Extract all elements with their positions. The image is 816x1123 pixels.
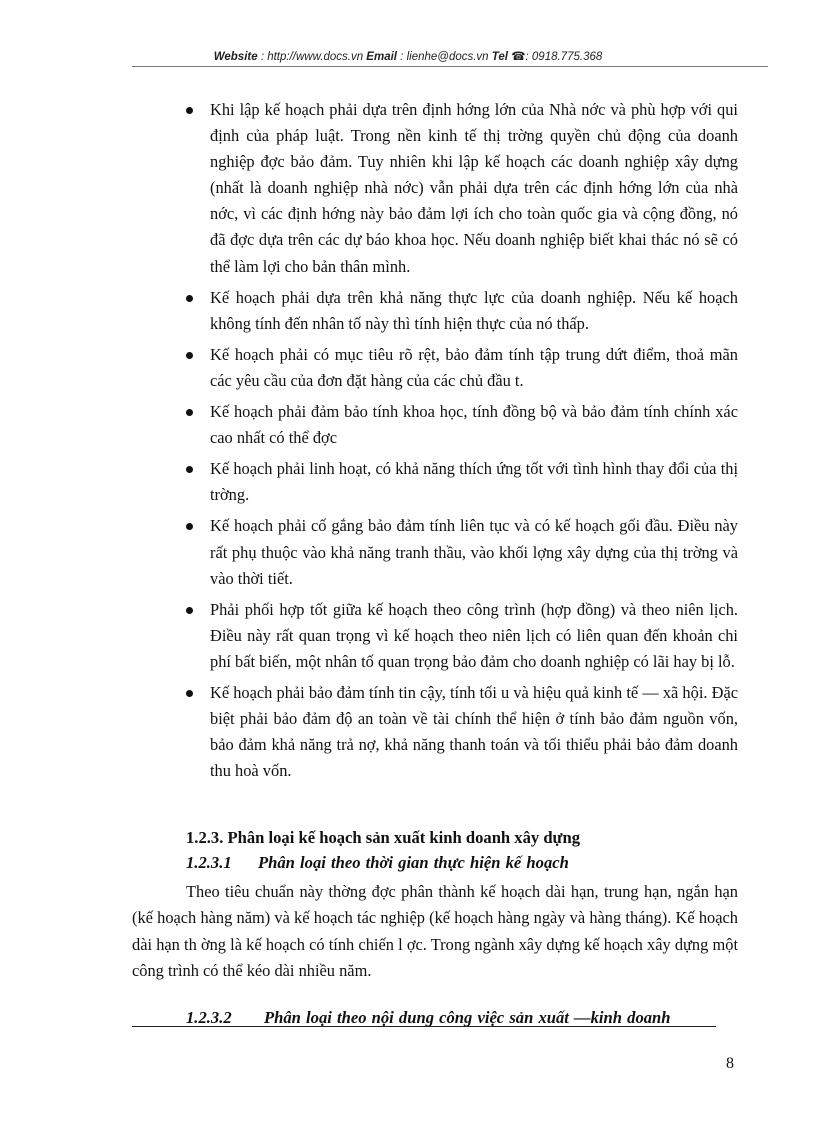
page-header: Website : http://www.docs.vn Email : lienhe@docs.vn Tel ☎: 0918.775.368	[213, 51, 603, 63]
subsection-title: Phân loại theo thời gian thực hiện kế hoạch	[258, 853, 569, 872]
section-heading: 1.2.3. Phân loại kế hoạch sản xuất kinh doanh xây dựng	[186, 828, 581, 847]
list-item: Kế hoạch phải dựa trên khả năng thực lực của doanh nghiệp. Nếu kế hoạch không tính đến nhân tố này thì tính hiện thực của nó thấp.	[186, 285, 738, 337]
body-paragraph: Theo tiêu chuẩn này thờng đợc phân thành kế hoạch dài hạn, trung hạn, ngắn hạn (kế hoạch hàng năm) và kế hoạch tác nghiệp (kế hoạch hàng ngày và hàng tháng). Kế hoạch dài hạn th ờng là kế hoạch có tính chiến l ợc. Trong ngành xây dựng kế hoạch xây dựng một công trình có thể kéo dài nhiều năm.	[132, 882, 738, 980]
bullet-icon	[186, 352, 193, 359]
footer-divider	[132, 1026, 716, 1027]
list-item: Kế hoạch phải linh hoạt, có khả năng thích ứng tốt với tình hình thay đổi của thị trờng.	[186, 456, 738, 508]
subsection-title: Phân loại theo nội dung công việc sản xuất —kinh doanh	[264, 1008, 671, 1027]
list-item: Kế hoạch phải có mục tiêu rõ rệt, bảo đảm tính tập trung dứt điểm, thoả mãn các yêu cầu của đơn đặt hàng của các chủ đầu t.	[186, 342, 738, 394]
subsection-number: 1.2.3.1	[186, 853, 232, 872]
subsection-number: 1.2.3.2	[186, 1008, 232, 1027]
bullet-icon	[186, 107, 193, 114]
header-divider	[132, 66, 768, 67]
email-label: Email	[366, 51, 397, 63]
list-item: Kế hoạch phải bảo đảm tính tin cậy, tính tối u và hiệu quả kinh tế — xã hội. Đặc biệt phải bảo đảm độ an toàn về tài chính thể hiện ở tính bảo đảm nguồn vốn, bảo đảm khả năng trả nợ, khả năng thanh toán và tối thiểu phải bảo đảm doanh thu hoà vốn.	[186, 680, 738, 784]
tel-label: Tel	[491, 51, 508, 63]
email-link[interactable]: lienhe@docs.vn	[406, 51, 489, 63]
bullet-icon	[186, 607, 193, 614]
bullet-icon	[186, 690, 193, 697]
list-item: Khi lập kế hoạch phải dựa trên định hớng lớn của Nhà nớc và phù hợp với qui định của pháp luật. Trong nền kinh tế thị trờng quyền chủ động của doanh nghiệp đợc bảo đảm. Tuy nhiên khi lập kế hoạch các doanh nghiệp xây dựng (nhất là doanh nghiệp nhà nớc) vẫn phải dựa trên các định hớng lớn của nhà nớc, vì các định hớng này bảo đảm lợi ích cho toàn quốc gia và cộng đồng, nó đã đợc dựa trên các dự báo khoa học. Nếu doanh nghiệp biết khai thác nó sẽ có thể làm lợi cho bản thân mình.	[186, 97, 738, 280]
bullet-icon	[186, 523, 193, 530]
bullet-icon	[186, 409, 193, 416]
page-number: 8	[726, 1055, 734, 1072]
tel-value: 0918.775.368	[531, 51, 603, 63]
subsection-heading-2	[186, 1008, 671, 1028]
website-label: Website	[213, 51, 258, 63]
phone-icon: ☎	[511, 51, 526, 63]
bullet-icon	[186, 295, 193, 302]
list-item: Kế hoạch phải đảm bảo tính khoa học, tính đồng bộ và bảo đảm tính chính xác cao nhất có thể đợc	[186, 399, 738, 451]
website-link[interactable]: http://www.docs.vn	[267, 51, 364, 63]
list-item: Phải phối hợp tốt giữa kế hoạch theo công trình (hợp đồng) và theo niên lịch. Điều này rất quan trọng vì kế hoạch theo niên lịch có liên quan đến khoản chi phí bất biến, một nhân tố quan trọng bảo đảm cho doanh nghiệp có lãi hay bị lỗ.	[186, 597, 738, 675]
bullet-list	[186, 97, 738, 789]
bullet-icon	[186, 466, 193, 473]
list-item: Kế hoạch phải cố gắng bảo đảm tính liên tục và có kế hoạch gối đầu. Điều này rất phụ thuộc vào khả năng tranh thầu, vào khối lợng xây dựng của thị trờng và vào thời tiết.	[186, 513, 738, 591]
subsection-heading-1	[186, 853, 569, 873]
